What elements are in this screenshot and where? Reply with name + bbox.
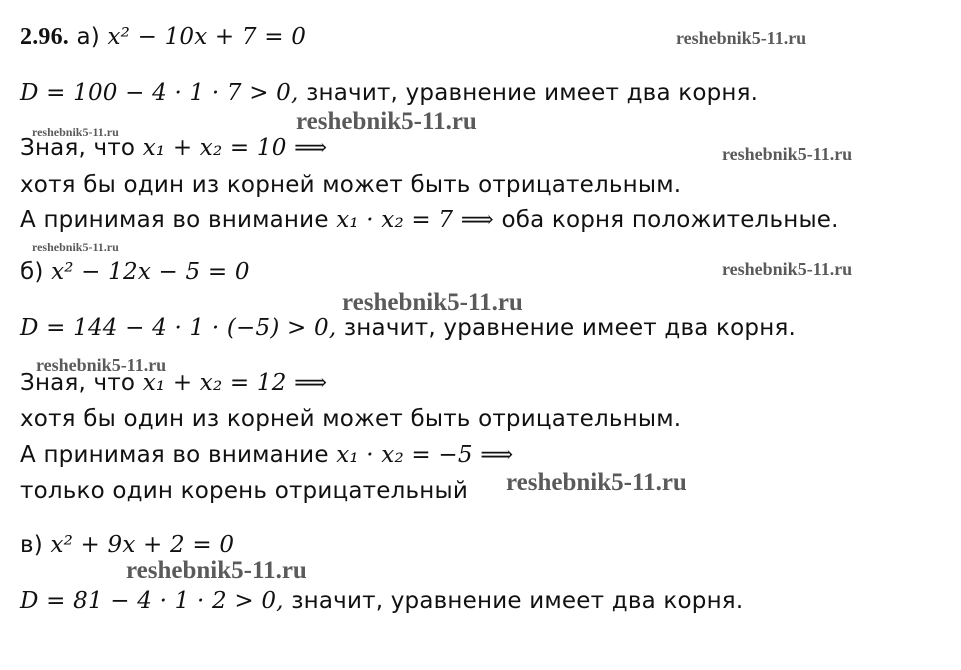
part-a-product-conclusion: оба корня положительные. — [501, 207, 839, 233]
part-b-product-conclusion: только один корень отрицательный — [20, 478, 469, 504]
problem-number: 2.96. — [20, 24, 69, 50]
part-b-product-expr: x₁ · x₂ = −5 ⟹ — [336, 442, 514, 468]
part-b-label: б) — [20, 259, 44, 285]
watermark: reshebnik5-11.ru — [36, 355, 167, 375]
watermark: reshebnik5-11.ru — [722, 259, 853, 279]
part-c-equation: x² + 9x + 2 = 0 — [50, 532, 235, 558]
part-a-product-prefix: А принимая во внимание — [20, 207, 329, 233]
part-b-discriminant: D = 144 − 4 · 1 · (−5) > 0, — [20, 315, 337, 341]
part-a-discriminant-line — [20, 78, 758, 108]
watermark: reshebnik5-11.ru — [722, 144, 853, 164]
part-a-product-expr: x₁ · x₂ = 7 ⟹ — [336, 207, 494, 233]
part-b-discriminant-line — [20, 313, 796, 343]
part-a-equation: x² − 10x + 7 = 0 — [107, 24, 307, 50]
watermark: reshebnik5-11.ru — [32, 125, 119, 139]
watermark: reshebnik5-11.ru — [506, 469, 687, 496]
part-b-sum-conclusion: хотя бы один из корней может быть отрицательным. — [20, 406, 682, 432]
watermark: reshebnik5-11.ru — [342, 289, 523, 316]
problem-header-b — [20, 257, 250, 287]
part-b-equation: x² − 12x − 5 = 0 — [51, 259, 250, 285]
watermark: reshebnik5-11.ru — [126, 557, 307, 584]
part-a-sum-conclusion: хотя бы один из корней может быть отрицательным. — [20, 172, 682, 198]
part-a-sum-prefix: Зная, что — [20, 135, 136, 161]
part-a-discriminant: D = 100 − 4 · 1 · 7 > 0, — [20, 80, 299, 106]
part-c-discriminant: D = 81 − 4 · 1 · 2 > 0, — [20, 588, 284, 614]
watermark: reshebnik5-11.ru — [32, 240, 119, 254]
part-b-sum-prefix: Зная, что — [20, 370, 136, 396]
part-c-discriminant-note: значит, уравнение имеет два корня. — [291, 588, 744, 614]
problem-header-a — [20, 22, 306, 52]
watermark: reshebnik5-11.ru — [296, 108, 477, 135]
part-b-sum-expr: x₁ + x₂ = 12 ⟹ — [142, 370, 328, 396]
problem-header-c — [20, 530, 234, 560]
part-c-discriminant-line — [20, 586, 743, 616]
part-b-product-prefix: А принимая во внимание — [20, 442, 329, 468]
part-a-discriminant-note: значит, уравнение имеет два корня. — [306, 80, 759, 106]
part-b-discriminant-note: значит, уравнение имеет два корня. — [343, 315, 797, 341]
part-b-product-line — [20, 440, 513, 470]
part-c-label: в) — [20, 532, 43, 558]
part-a-product-line — [20, 205, 839, 235]
part-a-sum-expr: x₁ + x₂ = 10 ⟹ — [142, 135, 328, 161]
part-a-label: а) — [76, 24, 100, 50]
watermark: reshebnik5-11.ru — [676, 28, 807, 48]
